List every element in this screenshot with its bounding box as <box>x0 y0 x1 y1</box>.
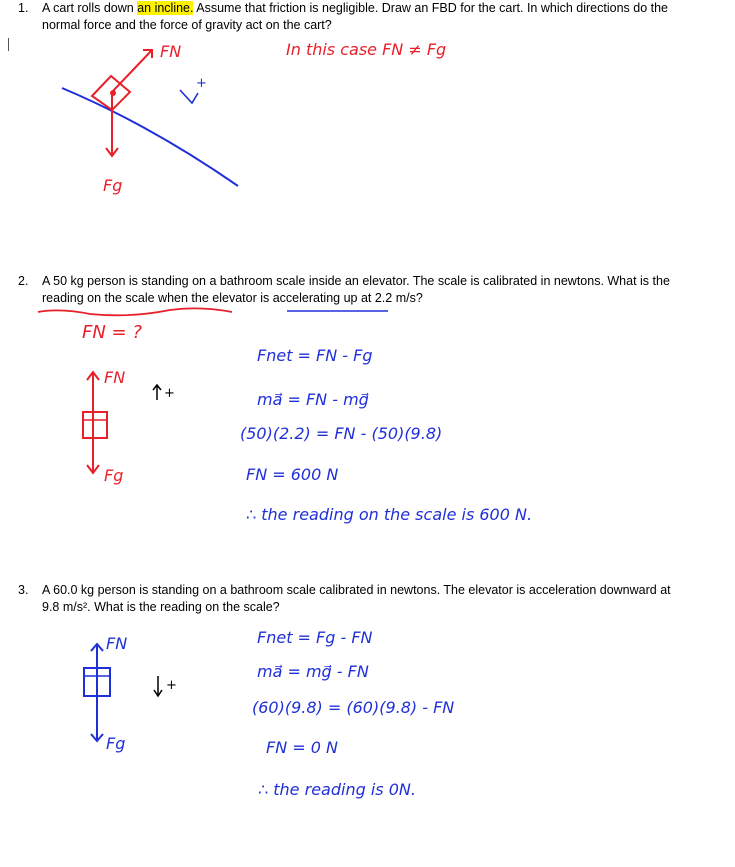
question-text-part: A cart rolls down <box>42 1 138 15</box>
q2-step-2: ma⃗ = FN - mg⃗ <box>257 390 369 409</box>
question-number: 2. <box>18 274 29 288</box>
q2-box <box>83 412 107 438</box>
question-number: 3. <box>18 583 29 597</box>
q3-step-5: ∴ the reading is 0N. <box>258 780 416 799</box>
q3-step-1: Fnet = Fg - FN <box>257 628 373 647</box>
question-text <box>42 273 735 307</box>
q2-step-1: Fnet = FN - Fg <box>257 346 373 365</box>
q1-fn-label: FN <box>160 42 182 61</box>
axis-plus-label: + <box>196 76 207 91</box>
question-text-line: normal force and the force of gravity act on the cart? <box>42 18 332 32</box>
q2-question: FN = ? <box>82 322 142 343</box>
q3-step-4: FN = 0 N <box>266 738 338 757</box>
q2-fn-label: FN <box>104 368 126 387</box>
axis-arrow <box>180 90 198 103</box>
question-number: 1. <box>18 1 29 15</box>
q2-fg-label: Fg <box>104 466 124 485</box>
q3-fn-label: FN <box>106 634 128 653</box>
question-text-line: 9.8 m/s². What is the reading on the scale? <box>42 600 280 614</box>
q3-step-3: (60)(9.8) = (60)(9.8) - FN <box>252 698 455 717</box>
q1-fg-label: Fg <box>103 176 123 195</box>
red-underline <box>38 308 232 315</box>
q2-step-4: FN = 600 N <box>246 465 339 484</box>
q3-dir-label: + <box>166 678 177 693</box>
q3-fg-label: Fg <box>106 734 126 753</box>
question-text-line: A 60.0 kg person is standing on a bathroom scale calibrated in newtons. The elevator is acceleration downward at <box>42 583 671 597</box>
fn-arrow-line <box>112 50 152 92</box>
q2-dir-label: + <box>164 386 175 401</box>
highlighted-text: an incline. <box>137 1 194 15</box>
question-text-line: A 50 kg person is standing on a bathroom scale inside an elevator. The scale is calibrated in newtons. What is the <box>42 274 670 288</box>
q2-step-3: (50)(2.2) = FN - (50)(9.8) <box>240 424 443 443</box>
q2-step-5: ∴ the reading on the scale is 600 N. <box>246 505 533 524</box>
incline-line <box>62 88 238 186</box>
question-text-part: Assume that friction is negligible. Draw an FBD for the cart. In which directions do the <box>193 1 669 15</box>
q3-step-2: ma⃗ = mg⃗ - FN <box>257 662 369 681</box>
q1-note: In this case FN ≠ Fg <box>286 40 447 59</box>
question-text-line: reading on the scale when the elevator is accelerating up at 2.2 m/s? <box>42 291 423 305</box>
question-text <box>42 582 735 616</box>
